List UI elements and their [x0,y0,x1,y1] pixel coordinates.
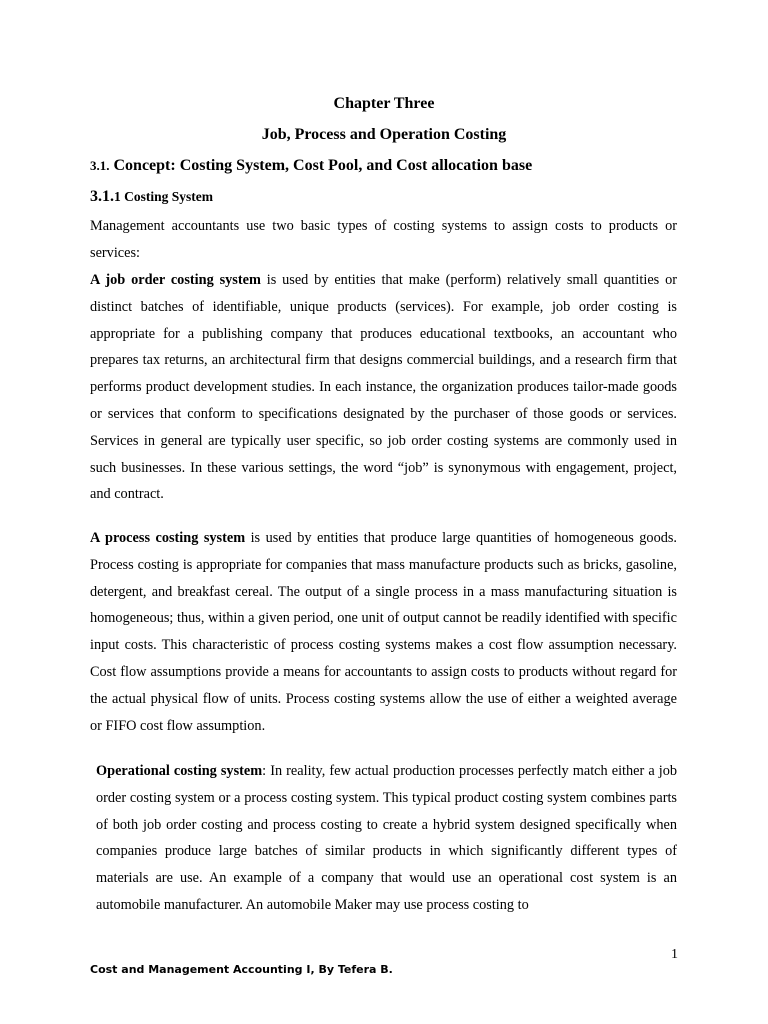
job-order-text: is used by entities that make (perform) relatively small quantities or distinct batches of identifiable, unique products (services). For example, job order costing is appropriate for a publishing company that produces educational textbooks, an accountant who prepares tax returns, an architectural firm that designs commercial buildings, and a research firm that performs product development studies. In each instance, the organization produces tailor-made goods or services that conform to specifications designated by the purchaser of those goods or services. Services in general are typically user specific, so job order costing systems are commonly used in such businesses. In these various settings, the word “job” is synonymous with engagement, project, and contract. [90,272,677,503]
section-title: Concept: Costing System, Cost Pool, and Cost allocation base [109,157,533,174]
page-footer: Cost and Management Accounting I, By Tefera B. [90,963,393,976]
process-costing-text: is used by entities that produce large quantities of homogeneous goods. Process costing is appropriate for companies that mass manufacture products such as bricks, gasoline, detergent, and breakfast cereal. The output of a single process in a mass manufacturing situation is homogeneous; thus, within a given period, one unit of output cannot be readily identified with specific input costs. This characteristic of process costing systems makes a cost flow assumption necessary. Cost flow assumptions provide a means for accountants to assign costs to products without regard for the actual physical flow of units. Process costing systems allow the use of either a weighted average or FIFO cost flow assumption. [90,530,678,734]
subsection-number: 3.1. [90,188,114,205]
operational-costing-term: Operational costing system [96,763,263,779]
operational-costing-text: : In reality, few actual production processes perfectly match either a job order costing system or a process costing system. This typical product costing system combines parts of both job order costing and process costing to create a hybrid system designed specifically when companies produce large batches of similar products in which significantly different types of materials are use. An example of a company that would use an operational cost system is an automobile manufacturer. An automobile Maker may use process costing to [96,763,678,913]
operational-costing-paragraph [96,758,677,919]
chapter-subtitle: Job, Process and Operation Costing [261,126,507,143]
intro-paragraph: Management accountants use two basic types of costing systems to assign costs to products or services: [90,218,677,261]
process-costing-term: A process costing system [90,530,246,546]
section-heading-3-1 [90,156,532,176]
page-number: 1 [671,947,678,962]
subsection-heading-3-1-1 [90,187,213,207]
subsection-title: 1 Costing System [114,189,214,204]
job-order-paragraph [90,267,677,508]
job-order-term: A job order costing system [90,272,261,288]
process-costing-paragraph [90,525,677,739]
section-number: 3.1. [90,158,110,173]
chapter-title: Chapter Three [333,95,435,112]
